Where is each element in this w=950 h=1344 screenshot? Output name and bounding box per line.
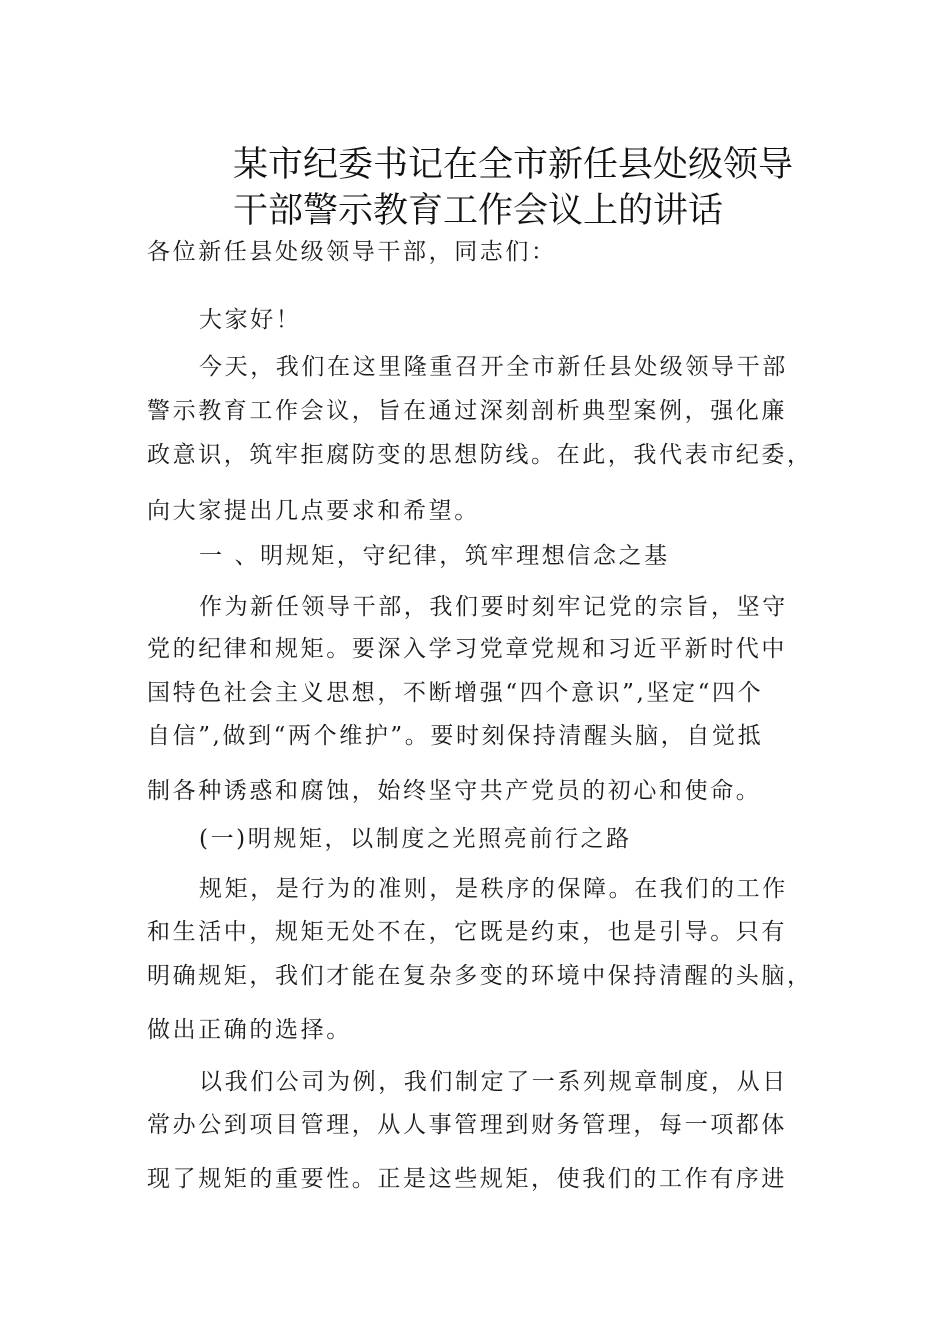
body-line: 现了规矩的重要性。正是这些规矩，使我们的工作有序进 — [147, 1166, 787, 1192]
document-title — [233, 142, 833, 234]
body-line: 自信”,做到“两个维护”。要时刻保持清醒头脑，自觉抵 — [147, 723, 764, 749]
salutation: 各位新任县处级领导干部，同志们： — [147, 239, 557, 265]
body-line: 政意识，筑牢拒腐防变的思想防线。在此，我代表市纪委， — [147, 442, 813, 468]
body-line: 向大家提出几点要求和希望。 — [147, 498, 480, 524]
title-line-1: 某市纪委书记在全市新任县处级领导 — [233, 145, 794, 185]
body-line: 今天，我们在这里隆重召开全市新任县处级领导干部 — [199, 354, 788, 380]
body-line: 以我们公司为例，我们制定了一系列规章制度，从日 — [199, 1069, 788, 1095]
title-line-2: 干部警示教育工作会议上的讲话 — [233, 191, 724, 231]
body-line: 制各种诱惑和腐蚀，始终坚守共产党员的初心和使命。 — [147, 778, 762, 804]
body-line: 作为新任领导干部，我们要时刻牢记党的宗旨，坚守 — [199, 594, 788, 620]
body-line: 做出正确的选择。 — [147, 1017, 352, 1043]
body-line: 警示教育工作会议，旨在通过深刻剖析典型案例，强化廉 — [147, 398, 787, 424]
body-line: 党的纪律和规矩。要深入学习党章党规和习近平新时代中 — [147, 636, 787, 662]
body-line: 常办公到项目管理，从人事管理到财务管理，每一项都体 — [147, 1112, 787, 1138]
subsection-heading: (一)明规矩，以制度之光照亮前行之路 — [199, 826, 632, 852]
body-line: 明确规矩，我们才能在复杂多变的环境中保持清醒的头脑， — [147, 963, 813, 989]
greeting: 大家好！ — [199, 307, 302, 333]
body-line: 规矩，是行为的准则，是秩序的保障。在我们的工作 — [199, 876, 788, 902]
section-heading: 一 、明规矩，守纪律，筑牢理想信念之基 — [199, 543, 670, 569]
body-line: 和生活中，规矩无处不在，它既是约束，也是引导。只有 — [147, 919, 787, 945]
body-line: 国特色社会主义思想，不断增强“四个意识”,坚定“四个 — [147, 680, 764, 706]
